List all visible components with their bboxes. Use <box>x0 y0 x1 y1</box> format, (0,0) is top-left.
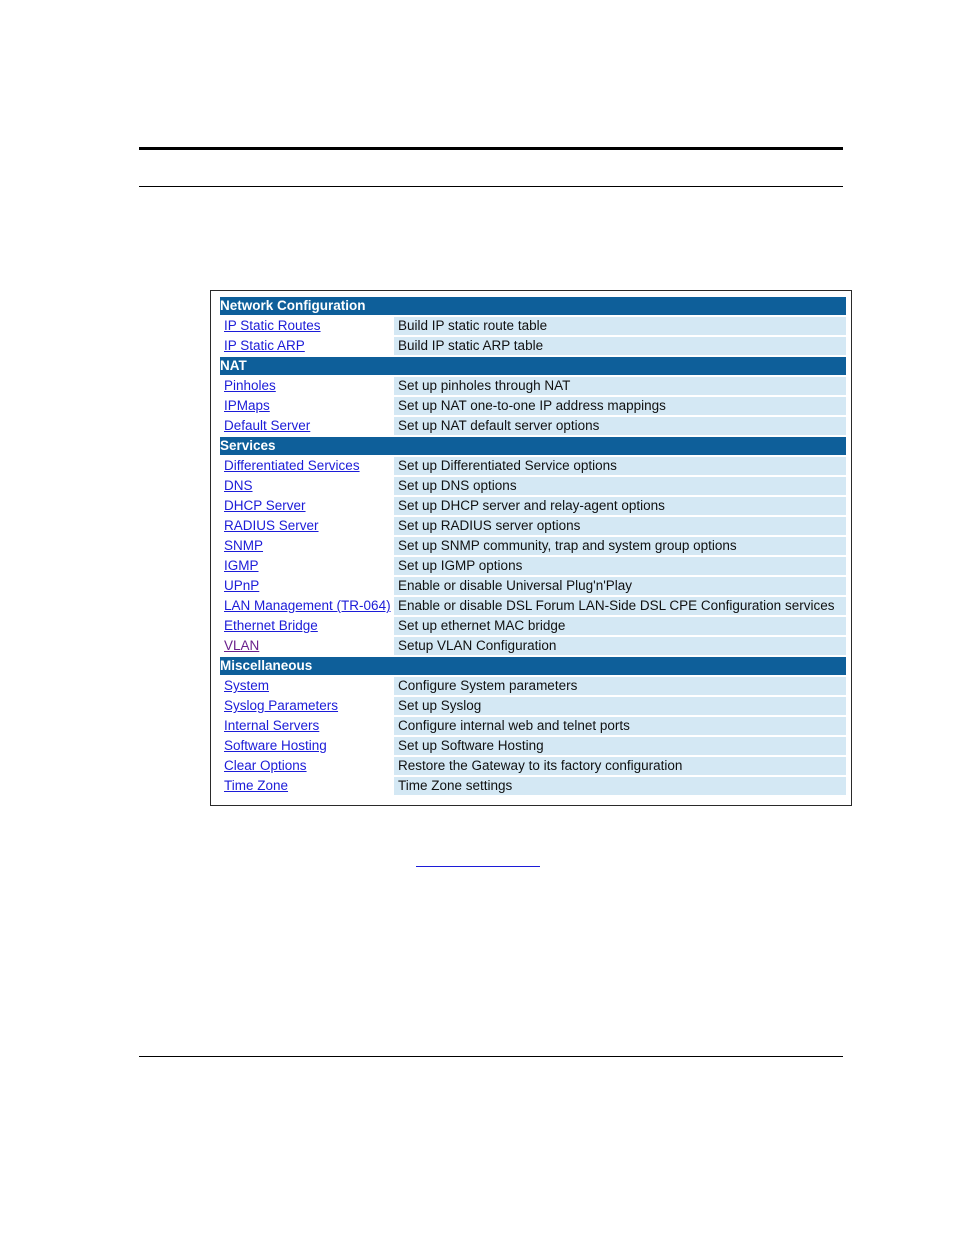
internal-servers-link[interactable]: Internal Servers <box>220 717 394 735</box>
ip-static-arp-description: Build IP static ARP table <box>394 337 846 355</box>
top-rule-thin <box>139 186 843 187</box>
ip-static-arp-link[interactable]: IP Static ARP <box>220 337 394 355</box>
top-rule-thick <box>139 147 843 150</box>
section-title: NAT <box>220 358 247 373</box>
pinholes-link[interactable]: Pinholes <box>220 377 394 395</box>
bottom-rule <box>139 1056 843 1057</box>
menu-row-clear-options <box>220 757 846 777</box>
snmp-link[interactable]: SNMP <box>220 537 394 555</box>
ip-static-routes-description: Build IP static route table <box>394 317 846 335</box>
menu-row-ip-static-routes <box>220 317 846 337</box>
section-header-services <box>220 437 846 457</box>
dns-description: Set up DNS options <box>394 477 846 495</box>
configuration-panel <box>210 290 852 806</box>
menu-row-pinholes <box>220 377 846 397</box>
radius-server-description: Set up RADIUS server options <box>394 517 846 535</box>
differentiated-services-description: Set up Differentiated Service options <box>394 457 846 475</box>
section-title: Services <box>220 438 276 453</box>
dhcp-server-description: Set up DHCP server and relay-agent options <box>394 497 846 515</box>
differentiated-services-link[interactable]: Differentiated Services <box>220 457 394 475</box>
menu-row-software-hosting <box>220 737 846 757</box>
menu-row-dhcp-server <box>220 497 846 517</box>
igmp-description: Set up IGMP options <box>394 557 846 575</box>
vlan-link[interactable]: VLAN <box>220 637 394 655</box>
upnp-link[interactable]: UPnP <box>220 577 394 595</box>
dhcp-server-link[interactable]: DHCP Server <box>220 497 394 515</box>
upnp-description: Enable or disable Universal Plug'n'Play <box>394 577 846 595</box>
ipmaps-link[interactable]: IPMaps <box>220 397 394 415</box>
menu-row-syslog-parameters <box>220 697 846 717</box>
lan-management-link[interactable]: LAN Management (TR-064) <box>220 597 394 615</box>
software-hosting-description: Set up Software Hosting <box>394 737 846 755</box>
ipmaps-description: Set up NAT one-to-one IP address mappings <box>394 397 846 415</box>
section-header-network-configuration <box>220 297 846 317</box>
radius-server-link[interactable]: RADIUS Server <box>220 517 394 535</box>
menu-row-igmp <box>220 557 846 577</box>
snmp-description: Set up SNMP community, trap and system group options <box>394 537 846 555</box>
time-zone-link[interactable]: Time Zone <box>220 777 394 795</box>
section-header-miscellaneous <box>220 657 846 677</box>
internal-servers-description: Configure internal web and telnet ports <box>394 717 846 735</box>
section-title: Miscellaneous <box>220 658 313 673</box>
lan-management-description: Enable or disable DSL Forum LAN-Side DSL CPE Configuration services <box>394 597 846 615</box>
default-server-link[interactable]: Default Server <box>220 417 394 435</box>
ethernet-bridge-link[interactable]: Ethernet Bridge <box>220 617 394 635</box>
igmp-link[interactable]: IGMP <box>220 557 394 575</box>
clear-options-link[interactable]: Clear Options <box>220 757 394 775</box>
vlan-description: Setup VLAN Configuration <box>394 637 846 655</box>
menu-row-vlan <box>220 637 846 657</box>
section-header-nat <box>220 357 846 377</box>
menu-row-internal-servers <box>220 717 846 737</box>
syslog-parameters-link[interactable]: Syslog Parameters <box>220 697 394 715</box>
ip-static-routes-link[interactable]: IP Static Routes <box>220 317 394 335</box>
pinholes-description: Set up pinholes through NAT <box>394 377 846 395</box>
menu-row-ip-static-arp <box>220 337 846 357</box>
configuration-menu <box>220 297 846 797</box>
ethernet-bridge-description: Set up ethernet MAC bridge <box>394 617 846 635</box>
menu-row-lan-management <box>220 597 846 617</box>
menu-row-snmp <box>220 537 846 557</box>
menu-row-default-server <box>220 417 846 437</box>
menu-row-differentiated-services <box>220 457 846 477</box>
software-hosting-link[interactable]: Software Hosting <box>220 737 394 755</box>
dns-link[interactable]: DNS <box>220 477 394 495</box>
time-zone-description: Time Zone settings <box>394 777 846 795</box>
menu-row-ethernet-bridge <box>220 617 846 637</box>
default-server-description: Set up NAT default server options <box>394 417 846 435</box>
section-title: Network Configuration <box>220 298 366 313</box>
footnote-link-underline[interactable] <box>416 866 540 867</box>
system-description: Configure System parameters <box>394 677 846 695</box>
clear-options-description: Restore the Gateway to its factory configuration <box>394 757 846 775</box>
menu-row-dns <box>220 477 846 497</box>
menu-row-radius-server <box>220 517 846 537</box>
menu-row-upnp <box>220 577 846 597</box>
syslog-parameters-description: Set up Syslog <box>394 697 846 715</box>
system-link[interactable]: System <box>220 677 394 695</box>
menu-row-time-zone <box>220 777 846 797</box>
menu-row-ipmaps <box>220 397 846 417</box>
menu-row-system <box>220 677 846 697</box>
